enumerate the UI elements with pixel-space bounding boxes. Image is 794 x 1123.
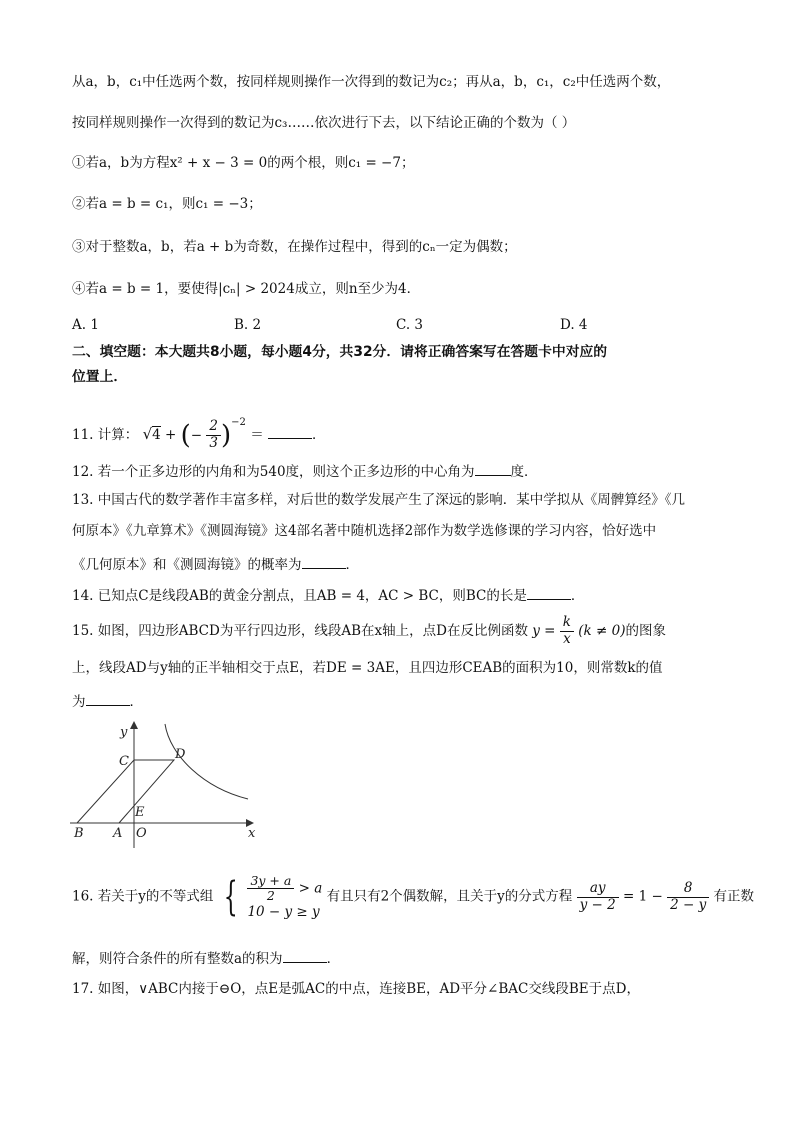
label-e: E: [135, 805, 145, 820]
q14-period: ．: [570, 588, 585, 604]
q11-prefix: 11. 计算：: [72, 427, 139, 443]
q13-line2: 何原本》《九章算术》《测圆海镜》这4部名著中随机选择2部作为数学选修课的学习内容，恰好选中: [72, 523, 657, 539]
q12-text: 12. 若一个正多边形的内角和为540度，则这个正多边形的中心角为: [72, 464, 475, 480]
q13-line3: [72, 556, 359, 573]
q10-line1: 从a，b，c₁中任选两个数，按同样规则操作一次得到的数记为c₂；再从a，b，c₁，c₂中任选两个数，: [72, 74, 671, 90]
q13-line1: 13. 中国古代的数学著作丰富多样，对后世的数学发展产生了深远的影响．某中学拟从《周髀算经》《几: [72, 492, 686, 508]
q11-exponent: −2: [231, 417, 246, 428]
q16-line1: 16. 若关于y的不等式组 { $\frac{3y + a}{2}$ > a 10 − y ≥ y 有且只有2个偶数解，且关于y的分式方程 $\frac{ay}{y - 2}$ = 1 − $\frac{8}{2 - y}$ 有正数: [72, 873, 755, 921]
q16-equation-mid: = 1 −: [623, 888, 663, 905]
y-axis-arrow: [130, 721, 138, 729]
q16-equation-rhs: $\frac{8}{2 - y}$: [667, 881, 709, 913]
q15-line3: [72, 693, 143, 710]
label-x: x: [248, 826, 256, 841]
q15-line2: 上，线段AD与y轴的正半轴相交于点E，若DE = 3AE，且四边形CEAB的面积为10，则常数k的值: [72, 660, 663, 676]
section-2-heading-cont: 位置上．: [72, 369, 128, 385]
q15-line1: [72, 614, 666, 648]
q11-answer-blank[interactable]: [268, 426, 312, 439]
q16-text: 解，则符合条件的所有整数a的积为: [72, 951, 283, 967]
q10-statement-4: ④若a = b = 1，要使得|cₙ| > 2024成立，则n至少为4．: [72, 281, 421, 297]
q16-period: ．: [326, 951, 341, 967]
option-a[interactable]: A. 1: [72, 317, 99, 333]
q16-line2: [72, 950, 340, 967]
q11-equals: ＝: [250, 427, 264, 443]
q15-text-a: 15. 如图，四边形ABCD为平行四边形，线段AB在x轴上，点D在反比例函数: [72, 623, 528, 639]
section-2-heading: 二、填空题：本大题共8小题，每小题4分，共32分．请将正确答案写在答题卡中对应的: [72, 344, 608, 360]
q12-answer-blank[interactable]: [475, 463, 511, 476]
parallelogram-abcd: [77, 760, 174, 823]
label-a: A: [113, 826, 123, 841]
q16-answer-blank[interactable]: [283, 950, 327, 963]
q15-period: ．: [129, 694, 143, 710]
q13-period: ．: [345, 557, 359, 573]
q16-equation-lhs: $\frac{ay}{y - 2}$: [577, 881, 619, 913]
q10-statement-3: ③对于整数a，b，若a + b为奇数，在操作过程中，得到的cₙ一定为偶数；: [72, 239, 517, 255]
q15-function-lhs: y =: [532, 623, 556, 639]
q15-function-fraction: $\frac{k}{x}$: [560, 615, 574, 647]
label-d: D: [175, 747, 186, 762]
q16-prefix: 16. 若关于y的不等式组: [72, 888, 214, 905]
q10-line2: 按同样规则操作一次得到的数记为c₃……依次进行下去，以下结论正确的个数为（ ）: [72, 115, 576, 131]
q13-text: 《几何原本》和《测圆海镜》的概率为: [72, 557, 302, 573]
q16-inequality-system: $\frac{3y + a}{2}$ > a 10 − y ≥ y: [247, 873, 323, 920]
q11-period: ．: [311, 427, 326, 443]
label-y: y: [120, 725, 128, 740]
q12-suffix: 度．: [510, 464, 538, 480]
q11-sqrt: 4: [152, 427, 161, 443]
q13-answer-blank[interactable]: [302, 556, 346, 569]
option-b[interactable]: B. 2: [234, 317, 262, 333]
q11: 11. 计算： √4 + (− $\frac{2}{3}$ )$^{-2}$ ＝ ．: [72, 417, 326, 451]
option-c[interactable]: C. 3: [396, 317, 424, 333]
q17-line1: 17. 如图，∨ABC内接于⊖O，点E是弧AC的中点，连接BE，AD平分∠BAC交线段BE于点D，: [72, 981, 640, 997]
q14-text: 14. 已知点C是线段AB的黄金分割点，且AB = 4，AC > BC，则BC的长是: [72, 588, 527, 604]
q11-fraction: $\frac{2}{3}$: [206, 419, 221, 451]
label-c: C: [119, 754, 129, 769]
q16-middle: 有且只有2个偶数解，且关于y的分式方程: [326, 888, 573, 905]
q15-text-b: 的图象: [625, 623, 666, 639]
label-b: B: [74, 826, 84, 841]
q14: [72, 587, 584, 604]
q15-figure: [64, 716, 264, 856]
q15-answer-blank[interactable]: [86, 693, 130, 706]
q10-statement-1: ①若a，b为方程x² + x − 3 = 0的两个根，则c₁ = −7；: [72, 155, 415, 171]
q10-statement-2: ②若a = b = c₁，则c₁ = −3；: [72, 196, 262, 212]
option-d[interactable]: D. 4: [560, 317, 588, 333]
q14-answer-blank[interactable]: [527, 587, 571, 600]
q12: [72, 463, 538, 480]
q15-function-condition: (k ≠ 0): [578, 623, 626, 639]
q16-tail: 有正数: [713, 888, 755, 905]
q15-text-c: 为: [72, 694, 86, 710]
label-o: O: [136, 826, 147, 841]
